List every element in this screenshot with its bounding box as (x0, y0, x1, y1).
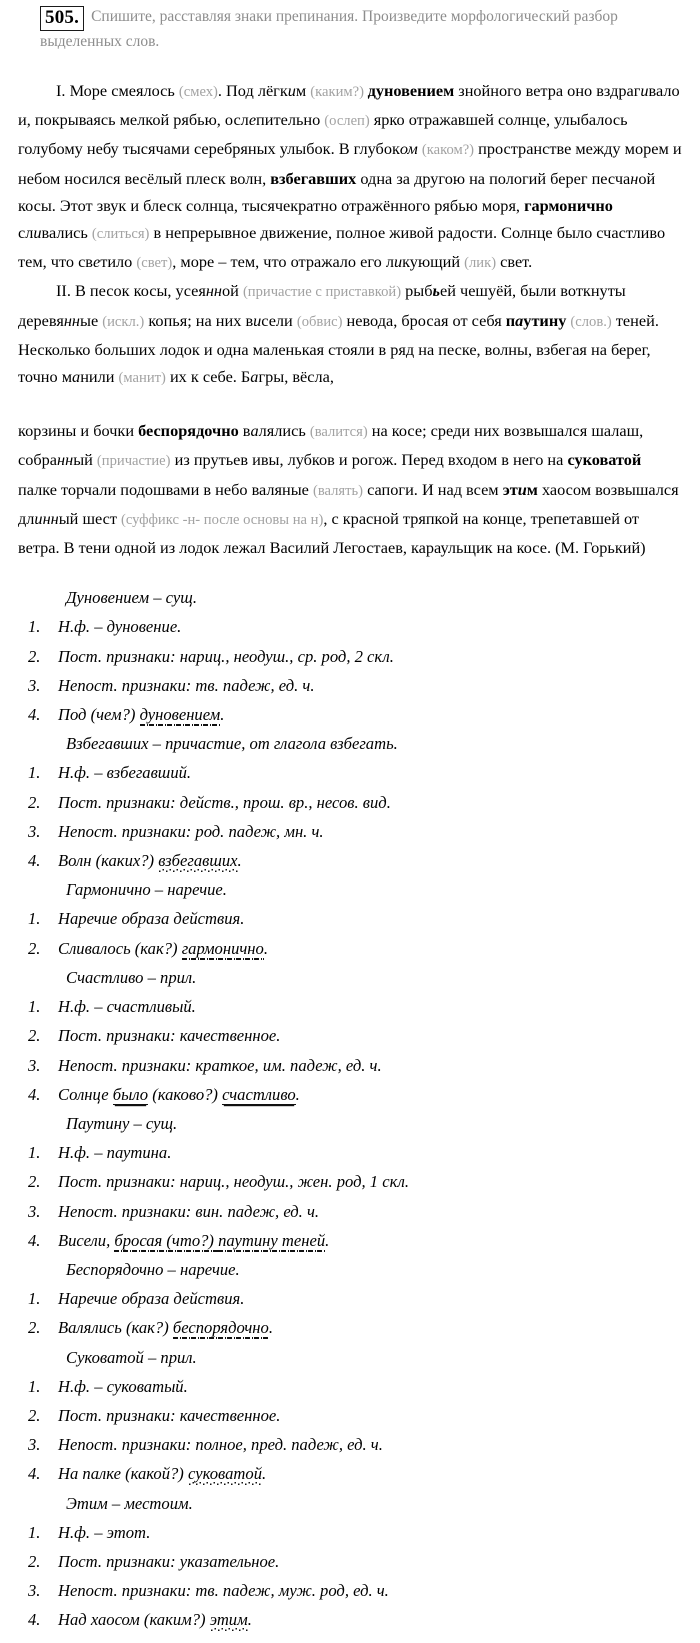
analysis-heading: Дуновением – сущ. (66, 588, 197, 608)
text-run: и (34, 508, 43, 528)
analysis-item-text (58, 700, 682, 729)
analysis-item-text (58, 1459, 682, 1488)
text-run: пительно (256, 110, 325, 130)
plain-term: . (237, 851, 242, 871)
plain-term: Пост. признаки: указательное. (58, 1551, 280, 1571)
analysis-item (18, 788, 682, 817)
text-run: ые (80, 310, 103, 330)
analysis-item-text (58, 992, 682, 1021)
analysis-item-number: 3. (28, 1581, 41, 1601)
analysis-item-text (58, 1167, 682, 1196)
inline-hint: (причастие) (96, 453, 171, 470)
analysis-item-number: 1. (28, 997, 41, 1017)
plain-term: Наречие образа действия. (58, 1289, 245, 1309)
analysis-heading: Взбегавших – причастие, от глагола взбегать. (66, 734, 398, 754)
part-marker-1: I. (56, 81, 66, 100)
text-run: копья; на них в (144, 310, 254, 330)
paragraph-part-1 (18, 77, 682, 277)
paragraph-part-2 (18, 277, 682, 392)
analysis-item (18, 1430, 682, 1459)
text-run: нн (57, 450, 74, 470)
text-run: ый (73, 450, 97, 470)
paragraph-part-2-continued (18, 417, 682, 561)
text-run: чешуёй, были воткнуты деревя (18, 281, 626, 330)
analysis-item (18, 1051, 682, 1080)
analysis-item (18, 1518, 682, 1547)
analysis-item (18, 992, 682, 1021)
analysis-item-text (58, 1138, 682, 1167)
inline-hint: (слов.) (570, 313, 612, 330)
analysis-item (18, 1080, 682, 1109)
analysis-item (18, 817, 682, 846)
text-run: В песок косы, усея (75, 281, 206, 301)
inline-hint: (каким?) (310, 84, 368, 100)
plain-term: . (263, 938, 268, 958)
text-run: невода, бросая от себя (342, 310, 506, 330)
analysis-item-text (58, 758, 682, 787)
text-run: эт (502, 479, 518, 499)
analysis-item-number: 2. (28, 1172, 41, 1192)
analysis-item-text (58, 934, 682, 963)
text-run: ой косы. Этот звук и блеск солнца, тысячекратно отражённого рябью моря, (18, 168, 656, 215)
analysis-item (18, 904, 682, 933)
text-run: нн (205, 281, 222, 301)
analysis-item-text (58, 817, 682, 846)
plain-term: Н.ф. – счастливый. (58, 997, 196, 1017)
part-marker-2: II. (56, 281, 71, 301)
analysis-item (18, 1313, 682, 1342)
analysis-item (18, 1021, 682, 1050)
text-run: лялись (258, 421, 310, 441)
analysis-item-text (58, 1284, 682, 1313)
text-run: е (93, 252, 101, 272)
analysis-item-text (58, 1605, 682, 1634)
text-run: гармонично (524, 195, 613, 215)
analysis-item-number: 4. (28, 851, 41, 871)
inline-hint: (манит) (118, 370, 166, 387)
analysis-item-number: 1. (28, 1376, 41, 1396)
text-run: , с красной тряпкой на конце, трепетавшей от ветра. В тени одной из лодок лежал Василий Легостаев, караульщик на косе. (М. Горький) (18, 508, 646, 558)
plain-term: . (268, 1318, 273, 1338)
part-2-continued-body (18, 421, 679, 557)
text-run: гры, вёсла, (258, 367, 334, 387)
plain-term: Сливалось (как?) (58, 938, 182, 958)
plain-term: . (295, 1084, 300, 1104)
analysis-heading: Суковатой – прил. (66, 1347, 197, 1367)
analysis-item-number: 2. (28, 1551, 41, 1571)
text-run: рыб (401, 281, 433, 301)
plain-term: Пост. признаки: качественное. (58, 1405, 281, 1425)
text-run: и (640, 81, 649, 100)
analysis-item-text (58, 1547, 682, 1576)
plain-term: . (220, 705, 225, 725)
underlined-term: дуновением (139, 705, 221, 725)
plain-term: Пост. признаки: нариц., неодуш., жен. род, 1 скл. (58, 1172, 410, 1192)
text-run: ей (439, 281, 456, 301)
plain-term: Н.ф. – взбегавший. (58, 763, 192, 783)
analysis-item (18, 1372, 682, 1401)
analysis-item (18, 934, 682, 963)
plain-term: Пост. признаки: действ., прош. вр., несов. вид. (58, 792, 391, 812)
text-run: е (248, 110, 257, 130)
text-run: ь (432, 281, 440, 301)
text-run: вало и, покрываясь мелкой рябью, осл (18, 81, 680, 130)
text-run: нн (63, 310, 80, 330)
text-run: и (253, 310, 262, 330)
plain-term: Н.ф. – паутина. (58, 1143, 172, 1163)
analysis-item-text (58, 1080, 682, 1109)
text-run: и (393, 252, 403, 272)
underlined-term: было (112, 1084, 149, 1104)
analysis-item-text (58, 1051, 682, 1080)
analysis-item-text (58, 1401, 682, 1430)
inline-hint: (каком?) (421, 142, 475, 159)
inline-hint: (валять) (312, 482, 364, 499)
text-run: ой (222, 281, 243, 301)
text-run: м (526, 479, 538, 499)
analysis-heading: Счастливо – прил. (66, 967, 197, 987)
underlined-term: паутину теней (218, 1230, 326, 1250)
analysis-item-number: 1. (28, 1522, 41, 1542)
plain-term: Н.ф. – суковатый. (58, 1376, 188, 1396)
analysis-item-number: 1. (28, 763, 41, 783)
analysis-item-text (58, 1313, 682, 1342)
plain-term: Под (чем?) (58, 705, 140, 725)
analysis-item-number: 2. (28, 1026, 41, 1046)
inline-hint: (суффикс -н- после основы на н) (121, 511, 324, 528)
analysis-item-number: 3. (28, 675, 41, 695)
analysis-item-text (58, 671, 682, 700)
text-run: ярко отражавшей солнце, улыбалось голубому небу тысячами серебряных улыбок. В глубок (18, 110, 628, 159)
text-run: н (630, 168, 639, 188)
inline-hint: (свет) (136, 255, 173, 272)
analysis-heading: Беспорядочно – наречие. (66, 1259, 240, 1279)
analysis-item-number: 2. (28, 1318, 41, 1338)
analysis-item-number: 3. (28, 1055, 41, 1075)
text-run: дуновением (367, 81, 455, 100)
text-run: а (72, 367, 81, 387)
analysis-item-number: 2. (28, 938, 41, 958)
inline-hint: (валится) (309, 424, 368, 441)
text-run: вались (41, 223, 92, 243)
analysis-item-text (58, 788, 682, 817)
text-run: ом (399, 139, 418, 159)
analysis-item-number: 4. (28, 1084, 41, 1104)
analysis-item-number: 4. (28, 705, 41, 725)
inline-hint: (ослеп) (324, 113, 370, 130)
inline-hint: (обвис) (296, 313, 343, 330)
plain-term: Висели, (58, 1230, 115, 1250)
plain-term: Валялись (как?) (58, 1318, 173, 1338)
analysis-item-number: 2. (28, 792, 41, 812)
plain-term: На палке (какой?) (58, 1464, 188, 1484)
analysis-item (18, 1167, 682, 1196)
plain-term: Над хаосом (каким?) (58, 1610, 210, 1630)
text-run: теней. Несколько больших лодок и одна маленькая стояли в ряд на песке, волны, взбегая на берег, точно м (18, 310, 659, 387)
text-run: свет. (496, 252, 533, 272)
text-run: ый шест (58, 508, 122, 528)
analysis-item-text (58, 1576, 682, 1605)
plain-term: Н.ф. – дуновение. (58, 617, 182, 637)
analysis-item-text (58, 1197, 682, 1226)
analysis-item (18, 1401, 682, 1430)
analysis-item-text (58, 1021, 682, 1050)
text-run: и (287, 81, 296, 100)
text-run: кующий (402, 252, 465, 272)
plain-term: . (247, 1610, 252, 1630)
plain-term: . (262, 1464, 267, 1484)
text-run: взбегавших (270, 168, 357, 188)
analysis-item (18, 1605, 682, 1634)
inline-hint: (лик) (464, 255, 497, 272)
analysis-item-text (58, 642, 682, 671)
text-run: , море – тем, что отражало его л (172, 252, 394, 272)
analysis-item-text (58, 904, 682, 933)
analysis-item (18, 1197, 682, 1226)
analysis-item (18, 1459, 682, 1488)
text-run: корзины и бочки (18, 421, 139, 441)
plain-term: Непост. признаки: вин. падеж, ед. ч. (58, 1201, 320, 1221)
analysis-item-number: 1. (28, 1289, 41, 1309)
analysis-item-number: 1. (28, 1143, 41, 1163)
analysis-item (18, 1576, 682, 1605)
analysis-item (18, 671, 682, 700)
text-run: тило (100, 252, 137, 272)
text-run: а (250, 421, 259, 441)
analysis-item-number: 4. (28, 1230, 41, 1250)
plain-term: Наречие образа действия. (58, 909, 245, 929)
text-run: утину (523, 310, 567, 330)
analysis-item (18, 1138, 682, 1167)
analysis-item (18, 758, 682, 787)
underlined-term: взбегавших (158, 851, 238, 871)
analysis-item (18, 642, 682, 671)
text-run: одна за другою на пологий берег песча (356, 168, 631, 188)
underlined-term: этим (209, 1610, 248, 1630)
underlined-term: счастливо (222, 1084, 296, 1104)
text-run: на косе; среди них возвышался шалаш, собра (18, 421, 644, 470)
text-run: знойного ветра оно вздраг (454, 81, 641, 100)
analysis-heading: Гармонично – наречие. (66, 880, 227, 900)
text-run: и (33, 223, 42, 243)
morphological-analysis (18, 583, 682, 1634)
text-run: хаосом возвышался дл (18, 479, 679, 528)
plain-term: Непост. признаки: краткое, им. падеж, ед. ч. (58, 1055, 382, 1075)
inline-hint: (причастие с приставкой) (242, 284, 402, 301)
text-run: нили (80, 367, 119, 387)
plain-term: Непост. признаки: тв. падеж, ед. ч. (58, 675, 315, 695)
plain-term: (каково?) (148, 1084, 223, 1104)
plain-term: Непост. признаки: род. падеж, мн. ч. (58, 821, 324, 841)
plain-term: Пост. признаки: нариц., неодуш., ср. род, 2 скл. (58, 646, 394, 666)
analysis-item-text (58, 612, 682, 641)
analysis-item-text (58, 1226, 682, 1255)
text-run: в (238, 421, 251, 441)
plain-term: . (325, 1230, 330, 1250)
part-1-body (18, 81, 682, 271)
analysis-item-number: 3. (28, 1435, 41, 1455)
plain-term: Н.ф. – этот. (58, 1522, 151, 1542)
plain-term: Непост. признаки: полное, пред. падеж, ед. ч. (58, 1435, 383, 1455)
exercise-instruction: Спишите, расставляя знаки препинания. Произведите морфологический разбор выделенных слов. (40, 8, 618, 50)
plain-term: Волн (каких?) (58, 851, 159, 871)
text-run: в непрерывное движение, полное живой радости. Солнце было счастливо тем, что св (18, 223, 666, 272)
analysis-item-number: 2. (28, 1405, 41, 1425)
plain-term: Пост. признаки: качественное. (58, 1026, 281, 1046)
text-run: и (517, 479, 527, 499)
text-run: нн (42, 508, 59, 528)
text-run: из прутьев ивы, лубков и рогож. Перед входом в него на (170, 450, 568, 470)
underlined-term: бросая (что?) (114, 1230, 219, 1250)
inline-hint: (слиться) (91, 226, 150, 243)
plain-term: Солнце (58, 1084, 113, 1104)
text-run: п (505, 310, 516, 330)
exercise-number: 505. (40, 6, 84, 31)
underlined-term: гармонично (181, 938, 264, 958)
exercise-header (18, 6, 682, 52)
text-run: а (250, 367, 259, 387)
text-run: пространстве между морем и небом носился весёлый плеск волн, (18, 139, 682, 188)
analysis-heading: Паутину – сущ. (66, 1113, 178, 1133)
analysis-item-number: 1. (28, 617, 41, 637)
analysis-item-number: 3. (28, 1201, 41, 1221)
analysis-item-number: 4. (28, 1610, 41, 1630)
analysis-item-text (58, 1430, 682, 1459)
analysis-heading: Этим – местоим. (66, 1493, 193, 1513)
analysis-item (18, 846, 682, 875)
analysis-item (18, 612, 682, 641)
plain-term: Непост. признаки: тв. падеж, муж. род, ед. ч. (58, 1581, 389, 1601)
part-2-body (18, 281, 659, 386)
analysis-item-number: 3. (28, 821, 41, 841)
text-run: сапоги. И над всем (363, 479, 503, 499)
text-run: беспорядочно (138, 421, 239, 441)
analysis-item-number: 2. (28, 646, 41, 666)
analysis-item (18, 1547, 682, 1576)
analysis-item-text (58, 1372, 682, 1401)
text-run: сели (261, 310, 297, 330)
analysis-item (18, 700, 682, 729)
underlined-term: беспорядочно (172, 1318, 269, 1338)
reading-text (18, 77, 682, 561)
analysis-item (18, 1226, 682, 1255)
text-run: м (295, 81, 311, 100)
inline-hint: (искл.) (102, 313, 145, 330)
analysis-item-text (58, 846, 682, 875)
text-run: а (515, 310, 524, 330)
analysis-item-number: 4. (28, 1464, 41, 1484)
inline-hint: (смех) (178, 84, 218, 100)
text-run: их к себе. Б (165, 367, 251, 387)
text-run: Море смеялось (69, 81, 179, 100)
text-run: палке торчали подошвами в небо валяные (18, 479, 313, 499)
text-run: . Под лёгк (217, 81, 288, 100)
analysis-item-text (58, 1518, 682, 1547)
analysis-item (18, 1284, 682, 1313)
text-run: сл (18, 223, 34, 243)
analysis-item-number: 1. (28, 909, 41, 929)
underlined-term: суковатой (188, 1464, 263, 1484)
text-run: суковатой (567, 450, 642, 470)
